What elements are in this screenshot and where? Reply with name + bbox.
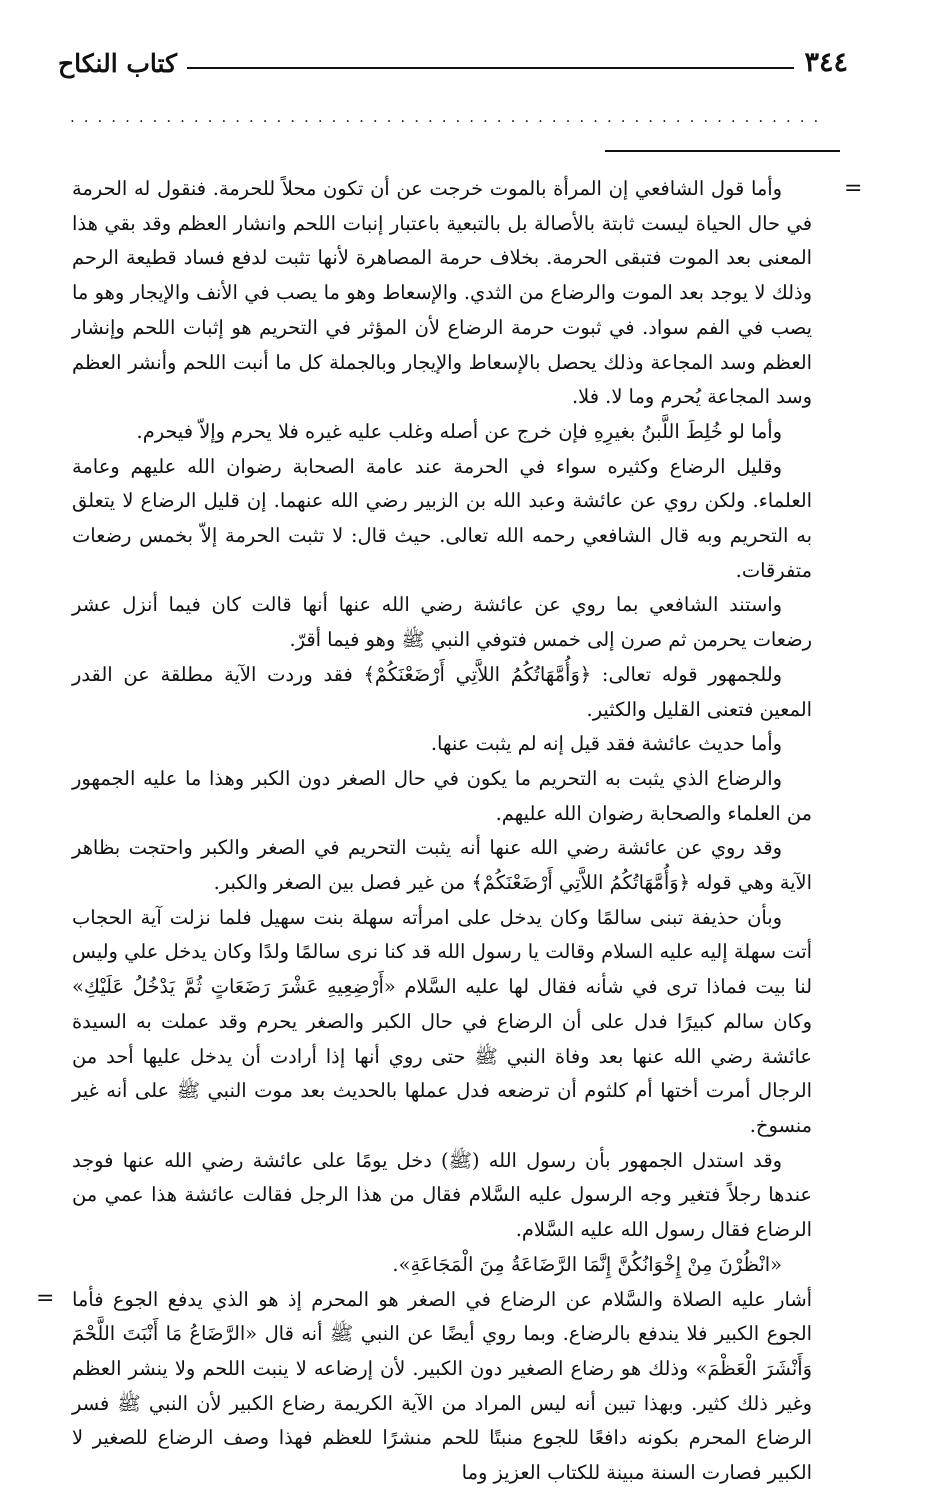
paragraph: وأما حديث عائشة فقد قيل إنه لم يثبت عنها. [430,732,782,756]
paragraph: وقليل الرضاع وكثيره سواء في الحرمة عند عامة الصحابة رضوان الله عليهم وعامة العلماء. ولكن روي عن عائشة وعبد الله بن الزبير رضي الله عنهما. إن قليل الرضاع لا يتعلق به التحريم وبه قال الشافعي رحمه الله تعالى. حيث قال: لا تثبت الحرمة إلاّ بخمس رضعات متفرقات. [72,454,812,582]
section-rule [605,150,840,152]
paragraph: وقد استدل الجمهور بأن رسول الله (ﷺ) دخل يومًا على عائشة رضي الله عنها فوجد عندها رجلاً فتغير وجه الرسول عليه السَّلام فقال من هذا الرجل فقالت عائشة هذا عمي من الرضاع فقال رسول الله عليه السَّلام. [72,1148,812,1242]
paragraph: وللجمهور قوله تعالى: ﴿وَأُمَّهَاتُكُمُ اللاَّتِي أَرْضَعْنَكُمْ﴾ فقد وردت الآية مطلقة عن القدر المعين فتعنى القليل والكثير. [72,662,812,721]
paragraph: أشار عليه الصلاة والسَّلام عن الرضاع في الصغر هو المحرم إذ هو الذي يدفع الجوع فأما الجوع الكبير فلا يندفع بالرضاع. وبما روي أيضًا عن النبي ﷺ أنه قال «الرَّضَاعُ مَا أَنْبَتَ اللَّحْمَ وَأَنْشَرَ الْعَظْمَ» وذلك هو رضاع الصغير دون الكبير. لأن إرضاعه لا ينبت اللحم ولا ينشر العظم وغير ذلك كثير. وبهذا تبين أنه ليس المراد من الآية الكريمة رضاع الكبير لأن النبي ﷺ فسر الرضاع المحرم بكونه دافعًا للجوع منبتًا للحم منشرًا للعظم فهذا وصف الرضاع للصغير لا الكبير فصارت السنة مبينة للكتاب العزيز وما [72,1287,812,1485]
continuation-mark-bottom: = [36,1286,55,1311]
dotted-separator: ....................................................... [70,108,828,126]
paragraph: وقد روي عن عائشة رضي الله عنها أنه يثبت التحريم في الصغر والكبر واحتجت بظاهر الآية وهي قوله ﴿وَأُمَّهَاتُكُمُ اللاَّتِي أَرْضَعْنَكُمْ﴾ من غير فصل بين الصغر والكبر. [72,836,812,895]
header-rule [187,67,795,69]
hadith-quote: «انْظُرْنَ مِنْ إِخْوَانُكُنَّ إِنَّمَا الرَّضَاعَةُ مِنَ الْمَجَاعَةِ». [392,1252,782,1276]
book-title: كتاب النكاح [58,49,177,78]
running-header [58,36,848,76]
paragraph: واستند الشافعي بما روي عن عائشة رضي الله عنها أنها قالت كان فيما أنزل عشر رضعات يحرمن ثم صرن إلى خمس فتوفي النبي ﷺ وهو فيما أقرّ. [72,593,812,652]
body-text [72,172,812,1491]
paragraph: وبأن حذيفة تبنى سالمًا وكان يدخل على امرأته سهلة بنت سهيل فلما نزلت آية الحجاب أتت سهلة إليه عليه السلام وقالت يا رسول الله قد كنا نرى سالمًا ولدًا وكان يدخل علي وليس لنا بيت فماذا ترى في شأنه فقال لها عليه السَّلام «أَرْضِعِيهِ عَشْرَ رَضَعَاتٍ ثُمَّ يَدْخُلُ عَلَيْكِ» وكان سالم كبيرًا فدل على أن الرضاع في حال الكبر والصغر يحرم وقد عملت به السيدة عائشة رضي الله عنها بعد وفاة النبي ﷺ حتى روي أنها إذا أرادت أن يدخل عليها أحد من الرجال أمرت أختها أم كلثوم أن ترضعه فدل عملها بالحديث بعد موت النبي ﷺ على أنه غير منسوخ. [72,905,812,1137]
paragraph: وأما قول الشافعي إن المرأة بالموت خرجت عن أن تكون محلاً للحرمة. فنقول له الحرمة في حال الحياة ليست ثابتة بالأصالة بل بالتبعية باعتبار إنبات اللحم وانشار العظم وقد بقي هذا المعنى بعد الموت فتبقى الحرمة. بخلاف حرمة المصاهرة لأنها تثبت لدفع فساد قطيعة الرحم وذلك لا يوجد بعد الموت والرضاع من الثدي. والإسعاط وهو ما يصب في الأنف والإيجار وهو ما يصب في الفم سواد. في ثبوت حرمة الرضاع لأن المؤثر في التحريم هو إثبات اللحم وإنشار العظم وسد المجاعة وذلك يحصل بالإسعاط والإيجار وبالجملة كل ما أنبت اللحم وأنشر العظم وسد المجاعة يُحرم وما لا. فلا. [72,177,812,409]
paragraph: وأما لو خُلِطَ اللَّبنُ بغيرِهِ فإن خرج عن أصله وغلب عليه غيره فلا يحرم وإلاّ فيحرم. [136,419,782,443]
page-number: ٣٤٤ [804,47,848,78]
continuation-mark-top: = [844,176,863,201]
paragraph: والرضاع الذي يثبت به التحريم ما يكون في حال الصغر دون الكبر وهذا ما عليه الجمهور من العلماء والصحابة رضوان الله عليهم. [72,766,812,825]
